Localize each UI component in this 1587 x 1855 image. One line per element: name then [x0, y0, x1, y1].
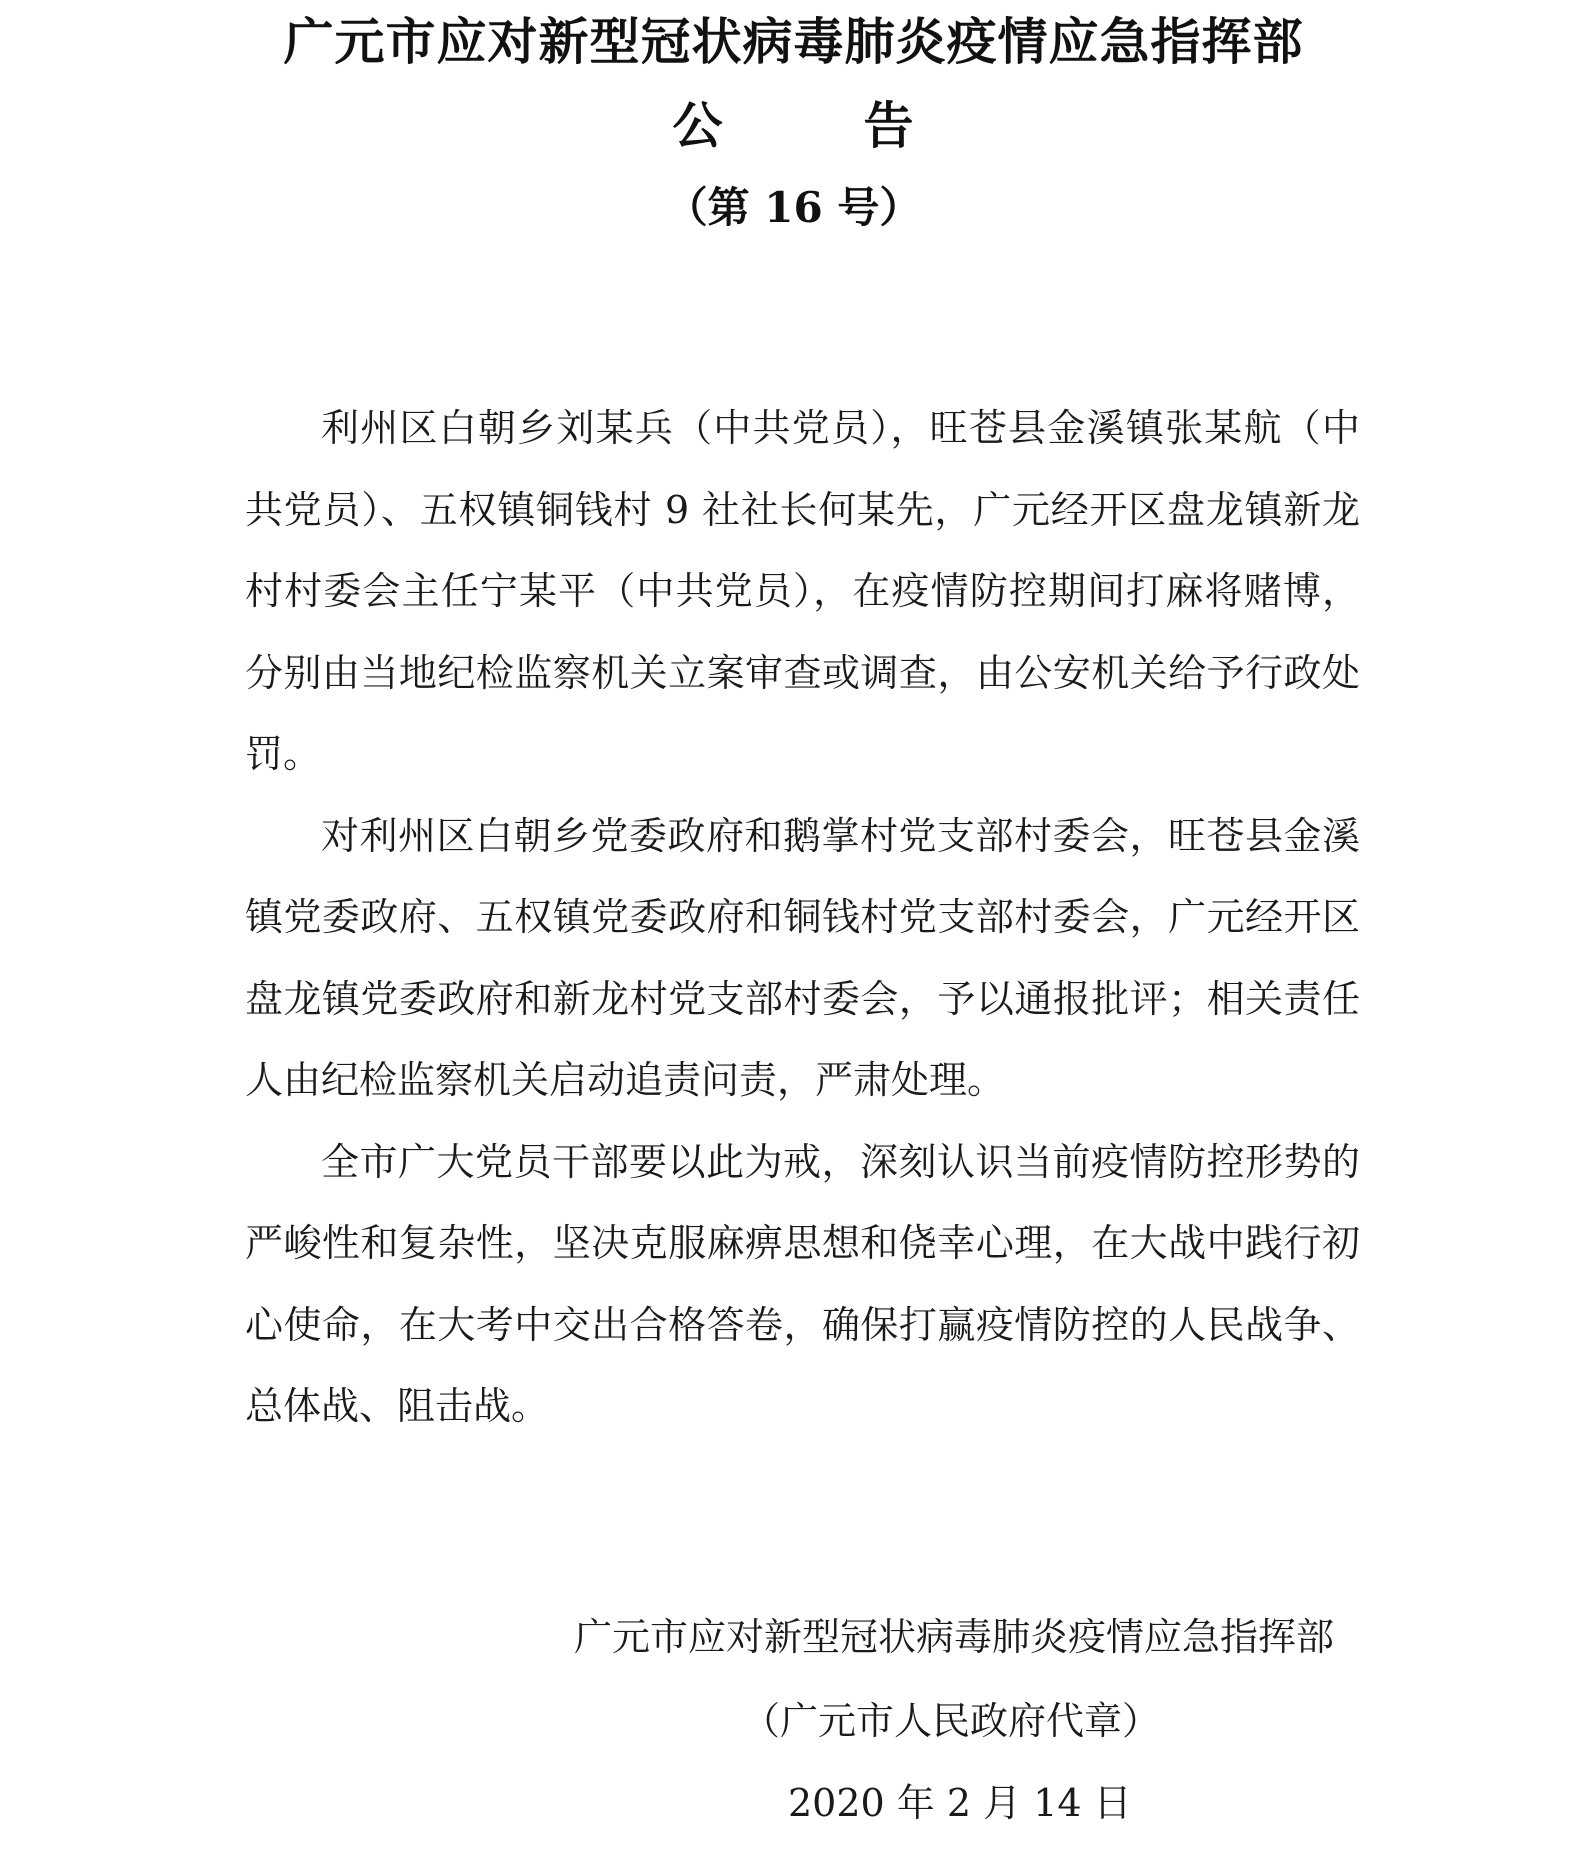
body-paragraph: 利州区白朝乡刘某兵（中共党员），旺苍县金溪镇张某航（中共党员）、五权镇铜钱村 9 社社长何某先，广元经开区盘龙镇新龙村村委会主任宁某平（中共党员），在疫情防控期间打麻将赌博，分别由当地纪检监察机关立案审查或调查，由公安机关给予行政处罚。	[245, 406, 1360, 776]
subtitle-char-2: 告	[863, 96, 915, 155]
body-paragraph: 对利州区白朝乡党委政府和鹅掌村党支部村委会，旺苍县金溪镇党委政府、五权镇党委政府和铜钱村党支部村委会，广元经开区盘龙镇党委政府和新龙村党支部村委会，予以通报批评；相关责任人由纪检监察机关启动追责问责，严肃处理。	[245, 813, 1360, 1102]
body-paragraph: 全市广大党员干部要以此为戒，深刻认识当前疫情防控形势的严峻性和复杂性，坚决克服麻痹思想和侥幸心理，在大战中践行初心使命，在大考中交出合格答卷，确保打赢疫情防控的人民战争、总体战、阻击战。	[245, 1139, 1360, 1428]
signature-seal-note: （广元市人民政府代章）	[742, 1699, 1161, 1743]
subtitle-char-1: 公	[672, 96, 724, 155]
signature-organization: 广元市应对新型冠状病毒肺炎疫情应急指挥部	[573, 1615, 1334, 1659]
signature-date: 2020 年 2 月 14 日	[788, 1781, 1132, 1825]
announcement-body	[245, 388, 1360, 1448]
document-title: 广元市应对新型冠状病毒肺炎疫情应急指挥部	[283, 12, 1304, 71]
announcement-number: （第 16 号）	[665, 183, 922, 232]
document-subtitle	[0, 94, 1587, 158]
